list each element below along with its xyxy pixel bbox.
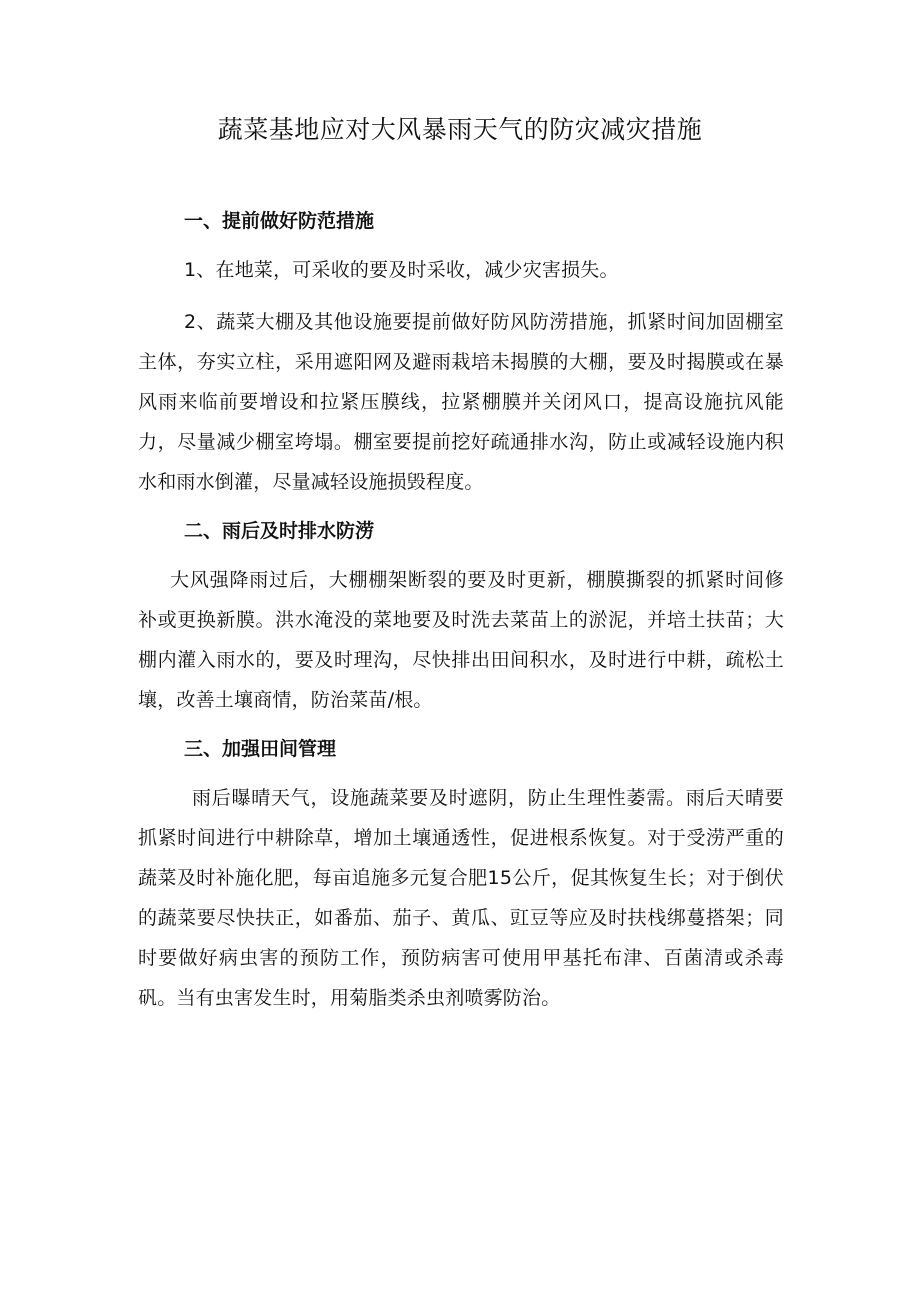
document-title: 蔬菜基地应对大风暴雨天气的防灾减灾措施 [217, 115, 703, 144]
paragraph: 雨后曝晴天气，设施蔬菜要及时遮阴，防止生理性萎需。雨后天晴要抓紧时间进行中耕除草，增加土壤通透性，促进根系恢复。对于受涝严重的蔬菜及时补施化肥，每亩追施多元复合肥15公斤，促其恢复生长；对于倒伏的蔬菜要尽快扶正，如番茄、茄子、黄瓜、豇豆等应及时扶栈绑蔓搭架；同时要做好病虫害的预防工作，预防病害可使用甲基托布津、百菌清或杀毒矾。当有虫害发生时，用菊脂类杀虫剂喷雾防治。 [138, 787, 784, 1009]
paragraph: 1、在地菜，可采收的要及时采收，减少灾害损失。 [184, 259, 619, 281]
section-1 [138, 200, 784, 502]
section-heading: 三、加强田间管理 [184, 738, 337, 760]
paragraph: 大风强降雨过后，大棚棚架断裂的要及时更新，棚膜撕裂的抓紧时间修补或更换新膜。洪水淹没的菜地要及时洗去菜苗上的淤泥，并培土扶苗；大棚内灌入雨水的，要及时理沟，尽快排出田间积水，及时进行中耕，疏松土壤，改善土壤商情，防治菜苗/根。 [138, 569, 784, 711]
section-2 [138, 510, 784, 720]
document-body [138, 200, 784, 1018]
paragraph: 2、蔬菜大棚及其他设施要提前做好防风防涝措施，抓紧时间加固棚室主体，夯实立柱，采用遮阳网及避雨栽培未揭膜的大棚，要及时揭膜或在暴风雨来临前要增设和拉紧压膜线，拉紧棚膜并关闭风口，提高设施抗风能力，尽量减少棚室垮塌。棚室要提前挖好疏通排水沟，防止或减轻设施内积水和雨水倒灌，尽量减轻设施损毁程度。 [138, 311, 784, 493]
section-heading: 一、提前做好防范措施 [184, 210, 375, 232]
section-heading: 二、雨后及时排水防涝 [184, 520, 375, 542]
section-3 [138, 728, 784, 1018]
